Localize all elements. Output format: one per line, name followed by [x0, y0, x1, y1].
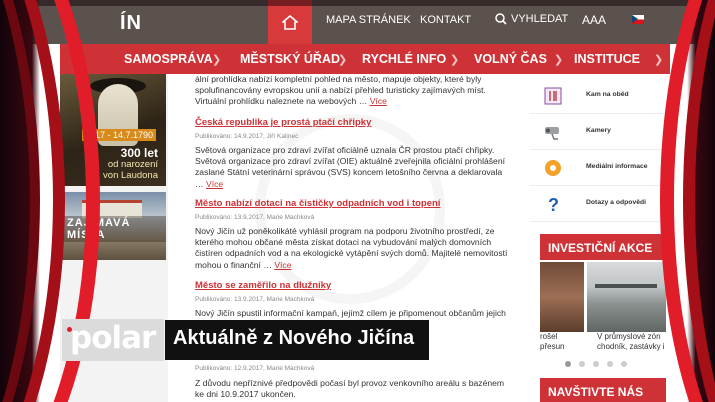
nav-item-instituce[interactable]: INSTITUCE — [574, 52, 640, 66]
quick-link-cameras[interactable] — [530, 114, 666, 150]
article-body: Světová organizace pro zdraví zvířat oficiálně uznala ČR prostou ptačí chřipky. Světová organizace pro zdraví zvířat (OIE) aktuálně zveřejnila oficiální prohlášení zaslané Státní veterinární správou (SVS) koncem letošního června a deklarovala — [195, 145, 506, 178]
article-text — [195, 378, 513, 400]
article-body: Nový Jičín už poněkolikáté vyhlásil program na podporu životního prostředí, ze kterého mohou občané města získat dotaci na vybudování malých domovních čistíren odpadních vod a na ekologické vytápění svých domů. Majitelé nemovitostí mohou o finanční — [195, 226, 508, 270]
question-icon — [542, 194, 564, 214]
anniversary-years: 300 let — [120, 146, 158, 160]
intro-paragraph: ální prohlídka nabízí kompletní pohled na město, mapuje objekty, které byly spolufinancovány evropskou unií a nabízí přehled turisticky zajímavých míst. Virtuální prohlídku naleznete na webových … Více — [195, 74, 486, 107]
article-meta: Publikováno: 13.9.2017, Marie Machková — [195, 296, 315, 303]
quick-link-label: Dotazy a odpovědi — [586, 199, 647, 206]
carousel-dot[interactable] — [565, 361, 571, 367]
quick-link-faq[interactable] — [530, 186, 666, 222]
chevron-right-icon: ❯ — [212, 54, 222, 66]
search-icon — [495, 13, 507, 25]
channel-logo: polar — [70, 320, 156, 356]
main-nav — [60, 44, 670, 74]
home-button[interactable] — [268, 0, 312, 44]
carousel-dot[interactable] — [607, 361, 613, 367]
nav-item-samosprava[interactable]: SAMOSPRÁVA — [124, 52, 213, 66]
quick-link-media[interactable] — [530, 150, 666, 186]
article-meta: Publikováno: 13.9.2017, Marie Machková — [195, 214, 315, 221]
nav-item-mestsky-urad[interactable]: MĚSTSKÝ ÚŘAD — [240, 52, 341, 66]
more-link[interactable]: Více — [205, 178, 224, 189]
places-label: ZAJÍMAVÁ MÍSTA — [64, 216, 166, 242]
article-title[interactable]: Město se zaměřilo na dlužníky — [195, 280, 332, 291]
language-flag-icon[interactable] — [632, 15, 644, 24]
interesting-places-banner[interactable] — [60, 192, 166, 260]
more-link[interactable]: Více — [274, 259, 292, 270]
article-meta: Publikováno: 12.9.2017, Marie Machková — [195, 365, 315, 372]
visit-header[interactable]: NAVŠTIVTE NÁS — [540, 378, 666, 402]
quick-link-label: Kam na oběd — [586, 91, 629, 98]
chevron-right-icon: ❯ — [450, 54, 460, 66]
investment-caption: V průmyslové zón chodník, zastávky i — [597, 332, 665, 351]
search-label: VYHLEDAT — [511, 13, 569, 25]
investment-photo[interactable] — [587, 262, 666, 332]
frame-shade — [687, 0, 715, 402]
home-icon — [282, 15, 298, 30]
site-brand[interactable]: ÍN — [120, 12, 142, 34]
watermark-seal — [255, 114, 445, 304]
top-header — [0, 0, 715, 44]
article-title[interactable]: Město nabízí dotaci na čističky odpadních vod i topení — [195, 198, 441, 209]
investment-caption: rošel přesun — [540, 332, 565, 351]
frame-shade — [0, 0, 40, 402]
article-text: Nový Jičín už poněkolikáté vyhlásil program na podporu životního prostředí, ze kterého mohou občané města získat dotaci na vybudování malých domovních čistíren odpadních vod a na ekologické vytápění svých domů. Majitelé nemovitostí mohou o finanční … Více — [195, 226, 508, 270]
article-meta: Publikováno: 14.9.2017, Jiří Kalinec — [195, 133, 299, 140]
investment-photo[interactable] — [540, 262, 584, 332]
anniversary-dates: 1717 - 14.7.1790 — [82, 129, 156, 141]
carousel-dot[interactable] — [621, 361, 627, 367]
investment-header[interactable]: INVESTIČNÍ AKCE — [540, 234, 666, 260]
carousel-dot[interactable] — [593, 361, 599, 367]
article-body: Nový Jičín spustil informační kampaň, jejímž cílem je připomenout občanům jejich — [195, 308, 506, 318]
anniversary-line: E. von Laudona — [91, 170, 158, 181]
quick-link-label: Mediální informace — [586, 163, 648, 170]
cutlery-icon — [542, 86, 564, 106]
more-link[interactable]: Více — [369, 96, 387, 107]
quick-link-lunch[interactable] — [530, 78, 666, 114]
chevron-right-icon: ❯ — [338, 54, 348, 66]
article-title[interactable]: Česká republika je prostá ptačí chřipky — [195, 117, 372, 128]
sitemap-link[interactable]: MAPA STRÁNEK — [326, 14, 411, 26]
frame-shade — [0, 0, 715, 6]
nav-item-rychle-info[interactable]: RYCHLÉ INFO — [362, 52, 447, 66]
carousel-dots[interactable] — [565, 361, 627, 367]
article-text: Světová organizace pro zdraví zvířat oficiálně uznala ČR prostou ptačí chřipky. Světová organizace pro zdraví zvířat (OIE) aktuálně zveřejnila oficiální prohlášení zaslané Státní veterinární správou (SVS) koncem letošního června a deklarovala … Více — [195, 145, 506, 189]
nav-item-volny-cas[interactable]: VOLNÝ ČAS — [474, 52, 547, 66]
carousel-dot[interactable] — [579, 361, 585, 367]
intro-text: ální prohlídka nabízí kompletní pohled na město, mapuje objekty, které byly spolufinancovány evropskou unií a nabízí přehled turisticky zajímavých míst. Virtuální prohlídku naleznete na webových — [195, 74, 486, 107]
lower-third-caption: Aktuálně z Nového Jičína — [165, 320, 429, 360]
font-size-toggle[interactable]: AAA — [582, 13, 607, 27]
chevron-right-icon: ❯ — [654, 54, 664, 66]
anniversary-line: od narození — [107, 159, 158, 170]
quick-link-label: Kamery — [586, 127, 611, 134]
chevron-right-icon: ❯ — [554, 54, 564, 66]
search-button[interactable] — [495, 13, 568, 25]
broadcast-icon — [542, 158, 564, 178]
article-body: Z důvodu nepříznivé předpovědi počasí byl provoz venkovního areálu s bazénem ke dni 10.9.2017 ukončen. — [195, 378, 505, 400]
svg-text:?: ? — [548, 195, 559, 214]
contact-link[interactable]: KONTAKT — [420, 14, 472, 26]
camera-icon — [542, 122, 564, 142]
laudon-anniversary-banner[interactable] — [60, 74, 166, 186]
